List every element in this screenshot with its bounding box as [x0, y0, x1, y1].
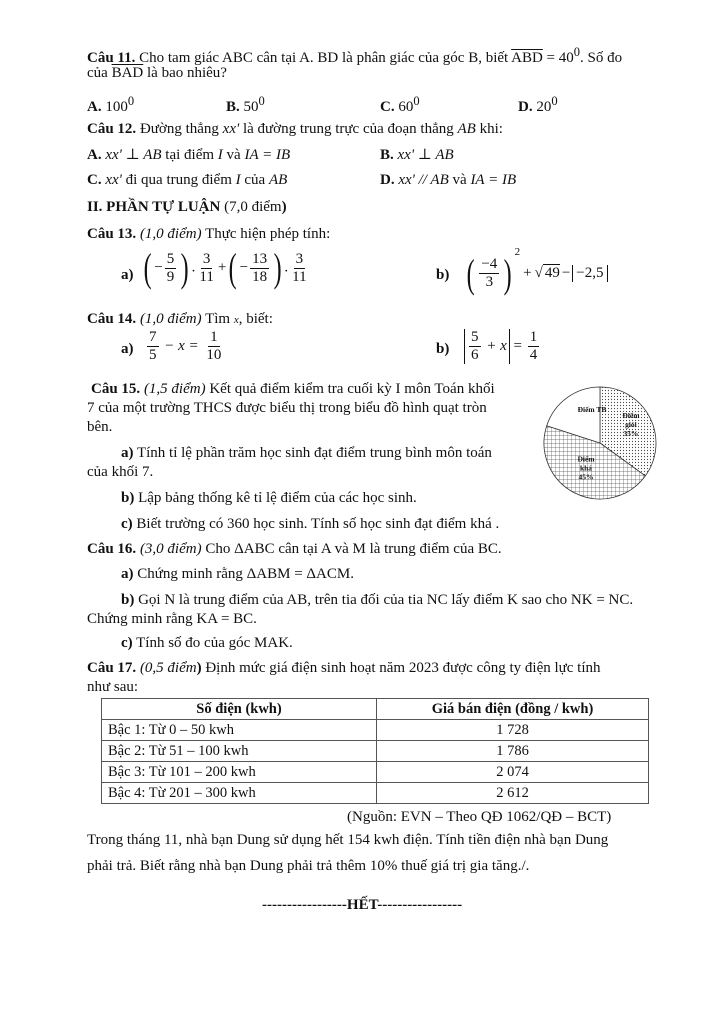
q11-opt-b-sup: 0 — [258, 94, 265, 108]
q13-a-dot1: . — [191, 259, 196, 276]
q12-opt-a-p2: tại điểm — [161, 147, 218, 163]
q12-opt-a-key: A. — [87, 147, 102, 163]
paren-open: ( — [143, 245, 152, 290]
fraction — [250, 251, 269, 286]
q11-opt-a-val: 100 — [101, 99, 128, 115]
q12-text-b: là đường trung trực của đoạn thẳng — [239, 121, 458, 137]
q12-opt-a-p4: và — [222, 147, 245, 163]
q11-opt-a-key: A. — [87, 99, 102, 115]
q15-a-text: Tính tỉ lệ phần trăm học sinh đạt điểm trung bình môn toán — [133, 445, 492, 461]
price-cell: 2 074 — [377, 762, 649, 783]
q14-b-expression — [464, 329, 541, 364]
q12-opt-c-p1: xx' — [101, 172, 122, 188]
q15-line1-text: Kết quả điểm kiểm tra cuối kỳ I môn Toán khối — [205, 381, 495, 397]
sqrt-symbol: √ — [534, 265, 543, 281]
q13-a-f2d: 11 — [199, 268, 214, 285]
q12-opt-d-p1: xx' // AB — [394, 172, 449, 188]
q12-opt-c-p5: AB — [268, 172, 288, 188]
q16-b-text: Gọi N là trung điểm của AB, trên tia đối của tia NC lấy điểm K sao cho NK = NC. — [134, 592, 634, 608]
q11-line2 — [87, 64, 227, 83]
q15-a-label: a) — [121, 445, 134, 461]
q17-line1 — [87, 659, 601, 678]
q11-opt-d-val: 20 — [532, 99, 552, 115]
q13-b-label — [436, 266, 449, 285]
table-row — [102, 762, 649, 783]
q14-line1 — [87, 310, 273, 330]
fraction — [469, 329, 481, 364]
q14-b-f2n: 1 — [529, 329, 538, 345]
table-row — [102, 720, 649, 741]
q11-option-c — [380, 92, 420, 117]
q11-line2b: là bao nhiêu? — [143, 65, 227, 81]
q13-a-label-text: a) — [121, 267, 134, 283]
q13-a-minus2: − — [239, 259, 249, 276]
q12-option-b — [380, 146, 454, 165]
paren-open: ( — [466, 250, 475, 296]
fraction — [165, 251, 177, 286]
q14-a-label-text: a) — [121, 341, 134, 357]
part2-close: ) — [281, 199, 287, 215]
q15-b-label: b) — [121, 490, 135, 506]
q11-opt-b-val: 50 — [239, 99, 259, 115]
q12-opt-c-p3: I — [235, 172, 241, 188]
table-header: Số điện (kwh) — [102, 699, 377, 720]
q15-label: Câu 15. — [91, 381, 141, 397]
q11-opt-d-sup: 0 — [551, 94, 558, 108]
q13-b-expression — [464, 246, 608, 294]
q16-c-line — [121, 634, 293, 653]
q17-after2: phải trả. Biết rằng nhà bạn Dung phải trả thêm 10% thuế giá trị gia tăng./. — [87, 858, 530, 874]
q13-pts: (1,0 điểm) — [136, 226, 202, 242]
q14-label: Câu 14. — [87, 311, 137, 327]
q16-c-text: Tính số đo của góc MAK. — [132, 635, 293, 651]
q14-pts: (1,0 điểm) — [136, 311, 202, 327]
q12-opt-a-p1: xx' ⊥ AB — [101, 147, 162, 163]
q12-text-c: khi: — [475, 121, 503, 137]
table-row — [102, 741, 649, 762]
fraction — [479, 256, 499, 291]
q14-b-mid: + x — [482, 337, 507, 354]
end-marker: -----------------HẾT----------------- — [262, 897, 463, 913]
q17-label: Câu 17. — [87, 660, 137, 676]
absolute-value — [464, 329, 510, 364]
q12-opt-c-p2: đi qua trung điểm — [121, 172, 236, 188]
pie-label-2: Điểm khá 45% — [577, 454, 595, 482]
q14-a-mid: − x = — [160, 337, 203, 354]
q11-option-b — [226, 92, 265, 117]
q13-label: Câu 13. — [87, 226, 137, 242]
angle-bad: $\overline{BAD}$ — [111, 65, 144, 81]
q13-a-dot2: . — [284, 259, 289, 276]
q11-option-a — [87, 92, 134, 117]
q14-x: x — [233, 314, 239, 326]
table-row — [102, 783, 649, 804]
q14-a-expression — [145, 329, 225, 364]
q16-text: Cho ΔABC cân tại A và M là trung điểm của BC. — [201, 541, 502, 557]
table-source: (Nguồn: EVN – Theo QĐ 1062/QĐ – BCT) — [347, 809, 612, 825]
q13-a-f4n: 3 — [295, 250, 304, 267]
score-pie-chart — [535, 383, 665, 503]
q17-line2: như sau: — [87, 679, 139, 695]
q15-c-line — [121, 515, 499, 534]
q16-a-line — [121, 565, 354, 584]
electricity-price-table — [101, 698, 649, 804]
q12-opt-b-key: B. — [380, 147, 394, 163]
q15-b-text: Lập bảng thống kê tỉ lệ điểm của các học sinh. — [134, 490, 417, 506]
table-header-row — [102, 699, 649, 720]
q16-c-label: c) — [121, 635, 133, 651]
price-cell: 2 612 — [377, 783, 649, 804]
part2-title: II. PHẦN TỰ LUẬN — [87, 199, 221, 215]
q13-b-minus: − — [561, 265, 571, 281]
pie-label-1: Điểm giỏi 35% — [622, 411, 640, 439]
angle-abd: $\overline{ABD}$ — [511, 50, 543, 66]
q12-option-a — [87, 146, 290, 165]
q13-b-exp: 2 — [514, 246, 521, 258]
paren-close: ) — [503, 250, 512, 296]
fraction — [197, 251, 215, 286]
tier-cell: Bậc 1: Từ 0 – 50 kwh — [102, 720, 377, 741]
q14-a-label — [121, 340, 134, 359]
q11-text3: . Số đo — [580, 50, 623, 66]
q14-b-f2d: 4 — [529, 347, 538, 363]
q14-b-label — [436, 340, 449, 359]
q12-opt-d-p2: và — [448, 172, 471, 188]
q16-a-text: Chứng minh rằng ΔABM = ΔACM. — [133, 566, 354, 582]
q13-b-abs: −2,5 — [572, 265, 607, 282]
q13-text: Thực hiện phép tính: — [201, 226, 331, 242]
paren-close: ) — [180, 245, 189, 290]
q12-option-c — [87, 171, 287, 190]
fraction — [204, 329, 223, 364]
paren-close: ) — [273, 245, 282, 290]
q11-opt-c-key: C. — [380, 99, 395, 115]
q14-a-f1d: 5 — [149, 347, 157, 363]
q13-line1 — [87, 225, 330, 244]
fraction — [147, 329, 159, 364]
fraction — [290, 251, 308, 286]
q11-text1: Cho tam giác ABC cân tại A. BD là phân giác của góc B, biết — [135, 50, 512, 66]
q13-a-f3d: 18 — [252, 268, 268, 285]
part2-points: (7,0 điểm — [220, 199, 282, 215]
q11-sup: 0 — [573, 45, 581, 59]
q13-b-fn: −4 — [481, 256, 498, 273]
table-header: Giá bán điện (đồng / kwh) — [377, 699, 649, 720]
q15-c-label: c) — [121, 516, 133, 532]
q11-opt-c-val: 60 — [394, 99, 414, 115]
q14-a-f2n: 1 — [210, 329, 218, 345]
q14-b-label-text: b) — [436, 341, 450, 357]
q15-a-line1 — [121, 444, 492, 463]
q15-line3: bên. — [87, 419, 113, 435]
q17-pts-close: ) — [196, 660, 202, 676]
q11-label: Câu 11. — [87, 50, 136, 66]
q16-line1 — [87, 540, 502, 559]
q15-c-text: Biết trường có 360 học sinh. Tính số học sinh đạt điểm khá . — [132, 516, 500, 532]
q12-opt-c-p4: của — [240, 172, 269, 188]
q14-b-fn: 5 — [471, 329, 479, 345]
q13-a-label — [121, 266, 134, 285]
q13-b-plus: + — [523, 265, 532, 281]
q16-b-line1 — [121, 591, 633, 610]
tier-cell: Bậc 4: Từ 201 – 300 kwh — [102, 783, 377, 804]
q11-option-d — [518, 92, 558, 117]
q16-a-label: a) — [121, 566, 134, 582]
q12-opt-a-p5: IA = IB — [244, 147, 291, 163]
q12-xx: xx' — [222, 121, 240, 137]
q14-b-fd: 6 — [471, 347, 479, 363]
q12-text-a: Đường thẳng — [136, 121, 223, 137]
q12-option-d — [380, 171, 516, 190]
q13-a-f4d: 11 — [292, 268, 307, 285]
pie-label-3: Điểm TB — [577, 405, 607, 415]
q12-opt-c-key: C. — [87, 172, 102, 188]
q17-text: Định mức giá điện sinh hoạt năm 2023 được công ty điện lực tính — [201, 660, 601, 676]
q12-opt-d-p3: IA = IB — [470, 172, 517, 188]
q17-pts: (0,5 điểm — [136, 660, 197, 676]
q13-a-f3n: 13 — [252, 250, 268, 267]
q14-b-eq: = — [509, 337, 526, 354]
q11-opt-b-key: B. — [226, 99, 240, 115]
q11-opt-c-sup: 0 — [413, 94, 420, 108]
q15-a-line2: của khối 7. — [87, 464, 154, 480]
tier-cell: Bậc 2: Từ 51 – 100 kwh — [102, 741, 377, 762]
q15-line2: 7 của một trường THCS được biểu thị trong biểu đồ hình quạt tròn — [87, 400, 487, 416]
q15-b-line — [121, 489, 417, 508]
q13-a-minus1: − — [154, 259, 163, 276]
q14-a-f1n: 7 — [149, 329, 157, 345]
q11-opt-d-key: D. — [518, 99, 533, 115]
q16-pts: (3,0 điểm) — [136, 541, 202, 557]
q12-label: Câu 12. — [87, 121, 137, 137]
q11-text2: = 40 — [542, 50, 574, 66]
q16-b-line2: Chứng minh rằng KA = BC. — [87, 611, 257, 627]
q15-line1 — [91, 380, 495, 399]
price-cell: 1 786 — [377, 741, 649, 762]
part2-heading — [87, 198, 287, 217]
q13-b-label-text: b) — [436, 267, 450, 283]
q13-a-plus: + — [217, 259, 227, 276]
q13-a-f1d: 9 — [166, 268, 175, 285]
price-cell: 1 728 — [377, 720, 649, 741]
q16-b-label: b) — [121, 592, 135, 608]
tier-cell: Bậc 3: Từ 101 – 200 kwh — [102, 762, 377, 783]
fraction — [528, 329, 540, 364]
q13-a-expression — [141, 245, 311, 290]
q12-ab: AB — [457, 121, 476, 137]
q12-opt-a-p3: I — [217, 147, 223, 163]
q14-text1: Tìm — [201, 311, 234, 327]
q12-line1 — [87, 120, 503, 139]
q12-opt-b-p1: xx' ⊥ AB — [393, 147, 454, 163]
q11-line2a: của — [87, 65, 112, 81]
q12-opt-d-key: D. — [380, 172, 395, 188]
q13-b-fd: 3 — [485, 274, 494, 291]
q13-a-f1n: 5 — [166, 250, 175, 267]
q13-b-radicand: 49 — [544, 265, 560, 281]
paren-open: ( — [228, 245, 237, 290]
q11-opt-a-sup: 0 — [127, 94, 135, 108]
q17-after1: Trong tháng 11, nhà bạn Dung sử dụng hết 154 kwh điện. Tính tiền điện nhà bạn Dung — [87, 832, 609, 848]
q14-text2: , biết: — [238, 311, 273, 327]
q16-label: Câu 16. — [87, 541, 137, 557]
q15-pts: (1,5 điểm) — [140, 381, 206, 397]
q13-a-f2n: 3 — [202, 250, 211, 267]
q14-a-f2d: 10 — [206, 347, 222, 363]
